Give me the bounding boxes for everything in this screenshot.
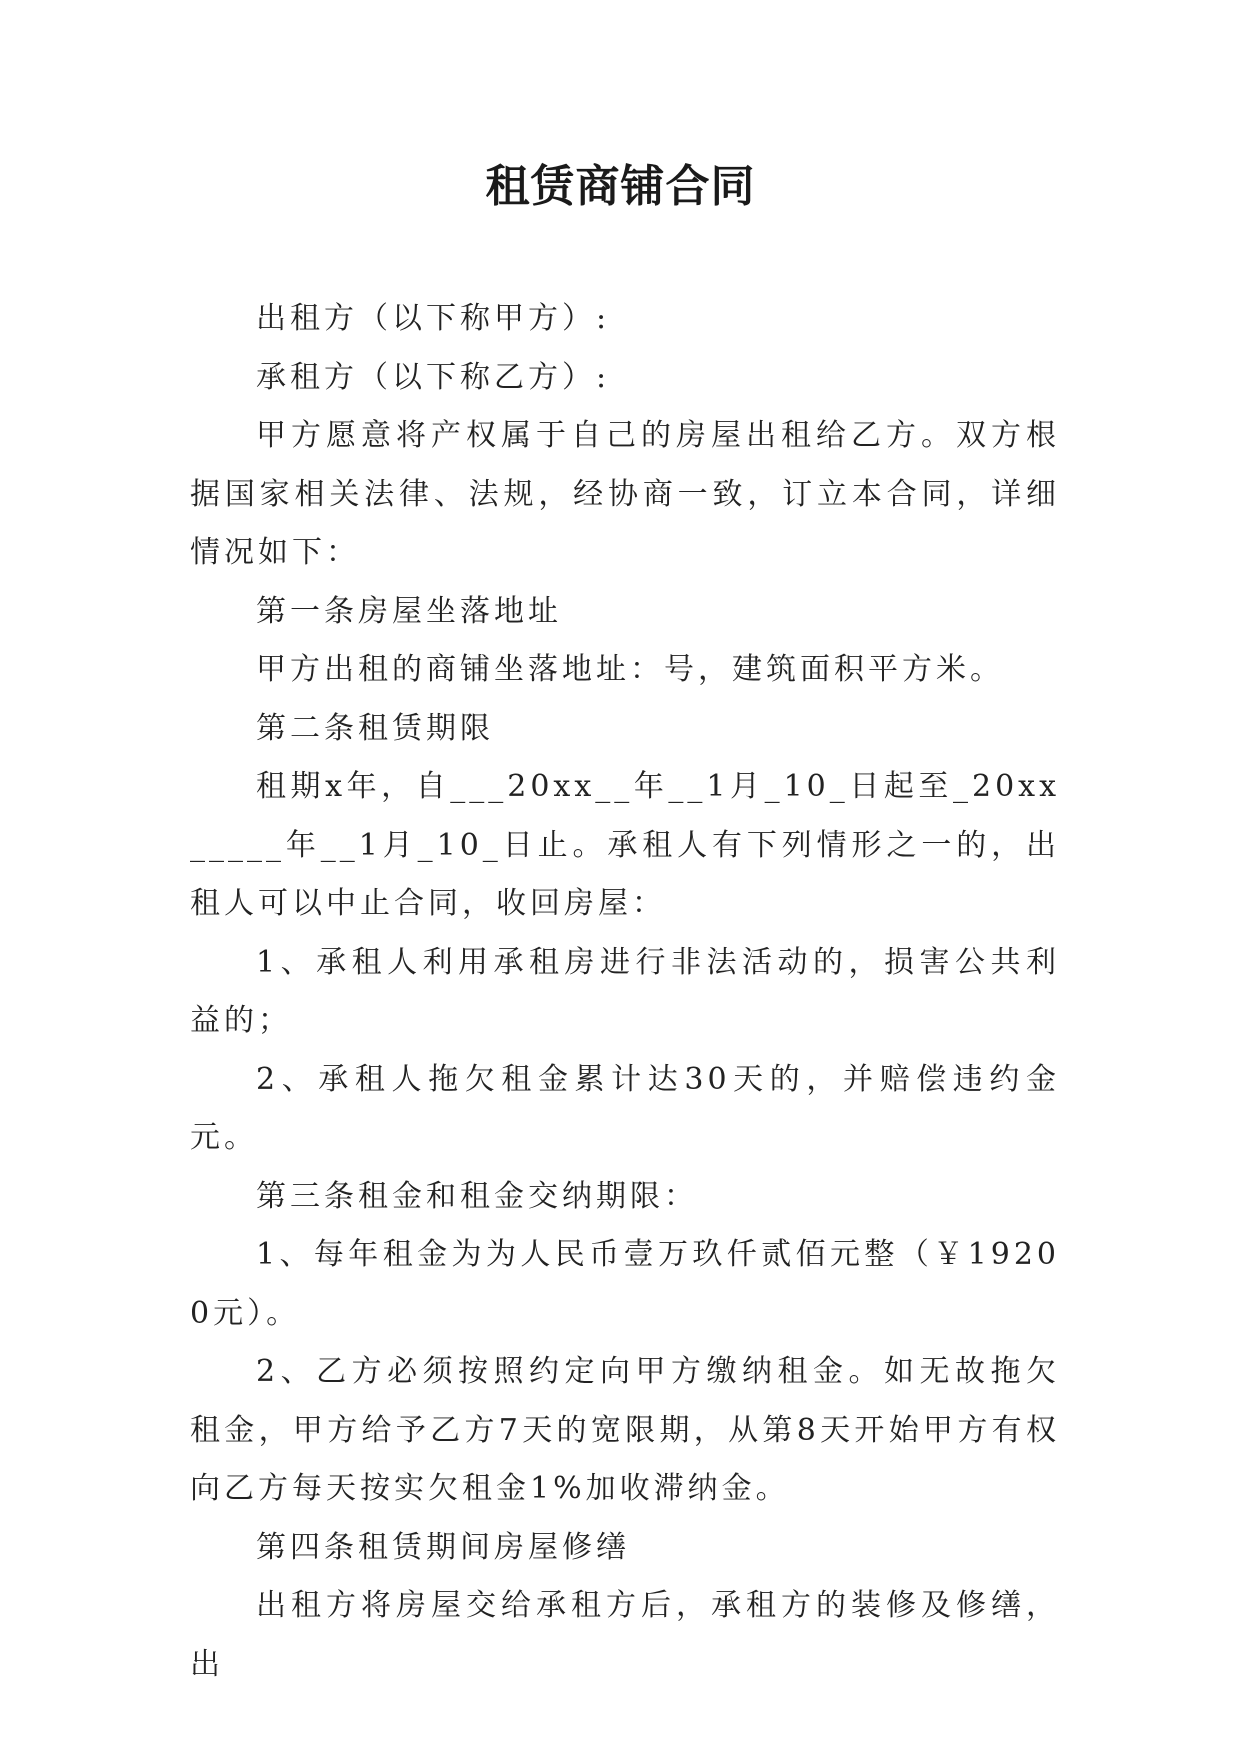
paragraph-lessee: 承租方（以下称乙方）: (256, 359, 611, 395)
document-body (190, 290, 1060, 1694)
article-2-heading: 第二条租赁期限 (256, 710, 494, 746)
article-3-item-2: 2、乙方必须按照约定向甲方缴纳租金。如无故拖欠租金，甲方给予乙方7天的宽限期，从第8天开始甲方有权向乙方每天按实欠租金1%加收滞纳金。 (190, 1354, 1060, 1506)
paragraph-preamble: 甲方愿意将产权属于自己的房屋出租给乙方。双方根据国家相关法律、法规，经协商一致，订立本合同，详细情况如下： (190, 418, 1060, 570)
document-title: 租赁商铺合同 (485, 161, 756, 212)
article-4-text: 出租方将房屋交给承租方后，承租方的装修及修缮，出 (190, 1588, 1060, 1682)
article-2-item-1: 1、承租人利用承租房进行非法活动的，损害公共利益的； (190, 944, 1060, 1038)
article-1-heading: 第一条房屋坐落地址 (256, 593, 562, 629)
article-4-heading: 第四条租赁期间房屋修缮 (256, 1529, 630, 1565)
article-2-item-2: 2、承租人拖欠租金累计达30天的，并赔偿违约金元。 (190, 1061, 1060, 1155)
paragraph-lessor: 出租方（以下称甲方）: (256, 301, 611, 336)
article-3-heading: 第三条租金和租金交纳期限： (256, 1178, 698, 1214)
article-3-item-1: 1、每年租金为为人民币壹万玖仟贰佰元整（￥19200元）。 (190, 1237, 1060, 1331)
article-2-text: 租期x年，自___20xx__年__1月_10_日起至_20xx_____年__1月_10_日止。承租人有下列情形之一的，出租人可以中止合同，收回房屋： (190, 769, 1060, 921)
article-1-text: 甲方出租的商铺坐落地址：号，建筑面积平方米。 (256, 652, 1004, 687)
